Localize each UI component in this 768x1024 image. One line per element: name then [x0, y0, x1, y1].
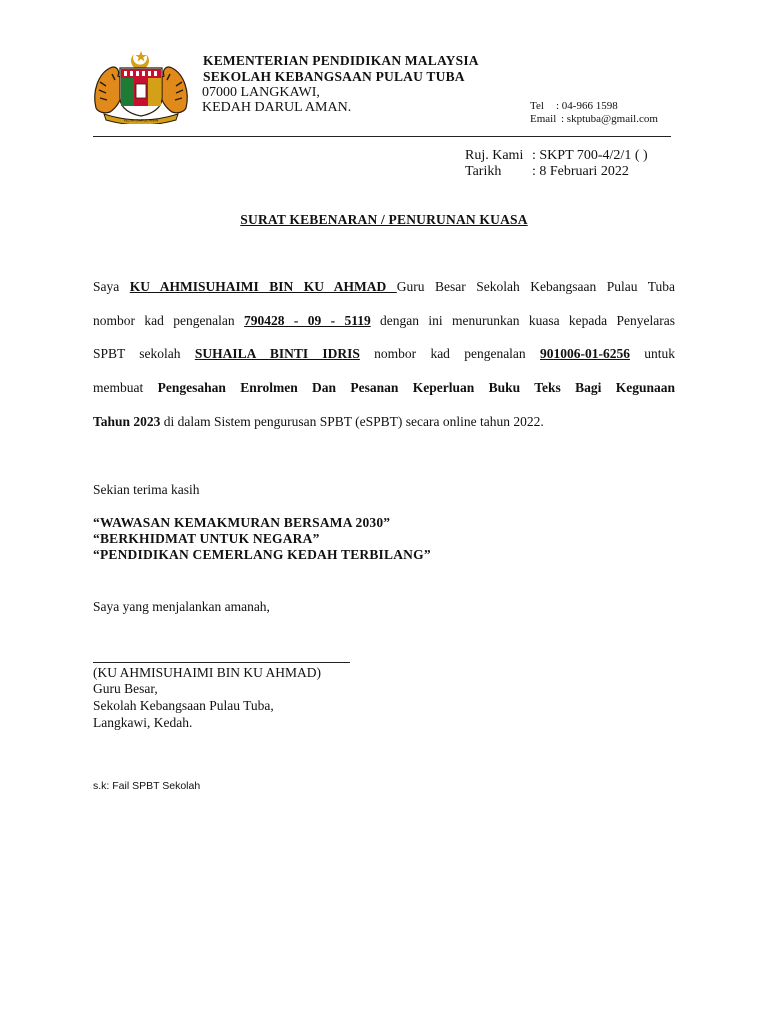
address-line-2: KEDAH DARUL AMAN.	[202, 100, 352, 115]
body-line-5: Tahun 2023 di dalam Sistem pengurusan SPBT (eSPBT) secara online tahun 2022.	[93, 414, 544, 429]
head-teacher-ic: 790428 - 09 - 5119	[244, 313, 371, 328]
email-label: Email	[530, 113, 557, 125]
tel-label: Tel	[530, 100, 544, 112]
cc-note: s.k: Fail SPBT Sekolah	[93, 780, 201, 792]
amanah-text: Saya yang menjalankan amanah,	[93, 599, 270, 614]
signature-line	[93, 662, 350, 663]
body-line-1: Saya KU AHMISUHAIMI BIN KU AHMAD Guru Besar Sekolah Kebangsaan Pulau Tuba	[93, 279, 676, 294]
signatory-position: Guru Besar,	[93, 681, 158, 696]
signatory-name: (KU AHMISUHAIMI BIN KU AHMAD)	[93, 665, 321, 680]
slogan-1: “WAWASAN KEMAKMURAN BERSAMA 2030”	[93, 515, 391, 530]
signatory-location: Langkawi, Kedah.	[93, 715, 193, 730]
crest-scroll-text: KEDAH DARUL AMAN	[123, 118, 159, 123]
school-name: SEKOLAH KEBANGSAAN PULAU TUBA	[203, 69, 465, 84]
head-teacher-name: KU AHMISUHAIMI BIN KU AHMAD	[129, 279, 397, 294]
body-line-2: nombor kad pengenalan 790428 - 09 - 5119 dengan ini menurunkan kuasa kepada Penyelaras	[93, 313, 675, 328]
address-line-1: 07000 LANGKAWI,	[202, 85, 320, 100]
ref-value: : SKPT 700-4/2/1 ( )	[532, 148, 648, 163]
slogan-2: “BERKHIDMAT UNTUK NEGARA”	[93, 531, 320, 546]
email-value: : skptuba@gmail.com	[561, 113, 658, 125]
body-line-4: membuat Pengesahan Enrolmen Dan Pesanan Keperluan Buku Teks Bagi Kegunaan	[93, 380, 675, 395]
closing-text: Sekian terima kasih	[93, 482, 200, 497]
ministry-name: KEMENTERIAN PENDIDIKAN MALAYSIA	[203, 53, 479, 68]
kedah-state-crest-icon	[90, 48, 192, 124]
tel-value: : 04-966 1598	[556, 100, 618, 112]
signatory-school: Sekolah Kebangsaan Pulau Tuba,	[93, 698, 274, 713]
body-line-3: SPBT sekolah SUHAILA BINTI IDRIS nombor kad pengenalan 901006-01-6256 untuk	[93, 346, 675, 361]
coordinator-ic: 901006-01-6256	[539, 346, 630, 361]
header-divider	[93, 136, 671, 137]
coordinator-name: SUHAILA BINTI IDRIS	[194, 346, 360, 361]
letter-title: SURAT KEBENARAN / PENURUNAN KUASA	[240, 212, 528, 227]
ref-label: Ruj. Kami	[465, 148, 524, 163]
date-label: Tarikh	[465, 164, 502, 179]
slogan-3: “PENDIDIKAN CEMERLANG KEDAH TERBILANG”	[93, 547, 431, 562]
date-value: : 8 Februari 2022	[532, 164, 629, 179]
